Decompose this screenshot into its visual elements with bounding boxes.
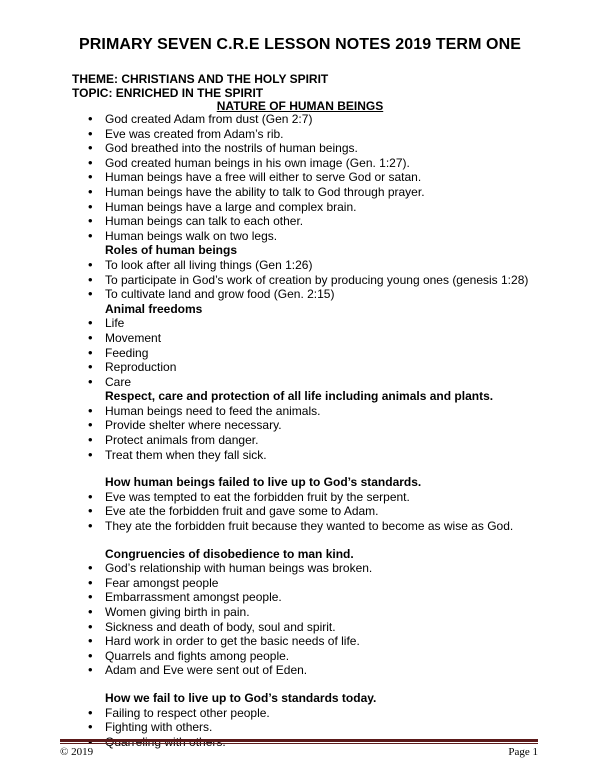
footer-page-number: Page 1 bbox=[508, 746, 538, 758]
list-item: • Reproduction bbox=[88, 360, 528, 375]
footer-rule bbox=[60, 739, 538, 742]
list-item: • Sickness and death of body, soul and spirit. bbox=[88, 620, 528, 635]
list-item: • Feeding bbox=[88, 346, 528, 361]
list-item: • Failing to respect other people. bbox=[88, 706, 528, 721]
list-item: • To look after all living things (Gen 1:26) bbox=[88, 258, 528, 273]
list-item: • Eve was created from Adam’s rib. bbox=[88, 127, 528, 142]
list-item: • Human beings have a free will either to serve God or satan. bbox=[88, 170, 528, 185]
list-item: • To participate in God’s work of creation by producing young ones (genesis 1:28) bbox=[88, 273, 528, 288]
list-item: • They ate the forbidden fruit because they wanted to become as wise as God. bbox=[88, 519, 528, 534]
list-item: • Treat them when they fall sick. bbox=[88, 448, 528, 463]
failed-heading: How human beings failed to live up to God’s standards. bbox=[105, 475, 422, 490]
list-item: • Life bbox=[88, 316, 528, 331]
section-title: NATURE OF HUMAN BEINGS bbox=[216, 99, 384, 113]
list-item: • Hard work in order to get the basic needs of life. bbox=[88, 634, 528, 649]
failed-list bbox=[88, 490, 528, 534]
list-item: • Movement bbox=[88, 331, 528, 346]
notes-body bbox=[88, 112, 528, 749]
list-item: • Protect animals from danger. bbox=[88, 433, 528, 448]
list-item: • God created Adam from dust (Gen 2:7) bbox=[88, 112, 528, 127]
list-item: • Human beings have the ability to talk to God through prayer. bbox=[88, 185, 528, 200]
list-item: • Human beings have a large and complex brain. bbox=[88, 200, 528, 215]
roles-list bbox=[88, 258, 528, 302]
theme-line: THEME: CHRISTIANS AND THE HOLY SPIRIT bbox=[72, 72, 329, 86]
list-item: • To cultivate land and grow food (Gen. 2:15) bbox=[88, 287, 528, 302]
topic-line: TOPIC: ENRICHED IN THE SPIRIT bbox=[72, 86, 264, 100]
list-item: • Quarrels and fights among people. bbox=[88, 649, 528, 664]
list-item: • Human beings need to feed the animals. bbox=[88, 404, 528, 419]
list-item: • God’s relationship with human beings was broken. bbox=[88, 561, 528, 576]
list-item: • Fighting with others. bbox=[88, 720, 528, 735]
document-title: PRIMARY SEVEN C.R.E LESSON NOTES 2019 TERM ONE bbox=[78, 36, 522, 53]
list-item: • Embarrassment amongst people. bbox=[88, 590, 528, 605]
list-item: • God created human beings in his own image (Gen. 1:27). bbox=[88, 156, 528, 171]
list-item: • God breathed into the nostrils of human beings. bbox=[88, 141, 528, 156]
today-heading: How we fail to live up to God’s standards today. bbox=[105, 690, 377, 705]
freedoms-heading: Animal freedoms bbox=[105, 301, 203, 316]
roles-heading: Roles of human beings bbox=[105, 243, 238, 258]
nature-list bbox=[88, 112, 528, 243]
respect-heading: Respect, care and protection of all life including animals and plants. bbox=[105, 389, 494, 404]
respect-list bbox=[88, 404, 528, 462]
footer-rule-thin bbox=[60, 743, 538, 744]
consequences-heading: Congruencies of disobedience to man kind. bbox=[105, 546, 354, 561]
list-item: • Eve ate the forbidden fruit and gave some to Adam. bbox=[88, 504, 528, 519]
freedoms-list bbox=[88, 316, 528, 389]
footer-copyright: © 2019 bbox=[60, 746, 94, 758]
list-item: • Fear amongst people bbox=[88, 576, 528, 591]
list-item: • Care bbox=[88, 375, 528, 390]
list-item: • Provide shelter where necessary. bbox=[88, 418, 528, 433]
list-item: • Human beings can talk to each other. bbox=[88, 214, 528, 229]
list-item: • Adam and Eve were sent out of Eden. bbox=[88, 663, 528, 678]
list-item: • Human beings walk on two legs. bbox=[88, 229, 528, 244]
list-item: • Women giving birth in pain. bbox=[88, 605, 528, 620]
list-item: • Eve was tempted to eat the forbidden fruit by the serpent. bbox=[88, 490, 528, 505]
consequences-list bbox=[88, 561, 528, 678]
